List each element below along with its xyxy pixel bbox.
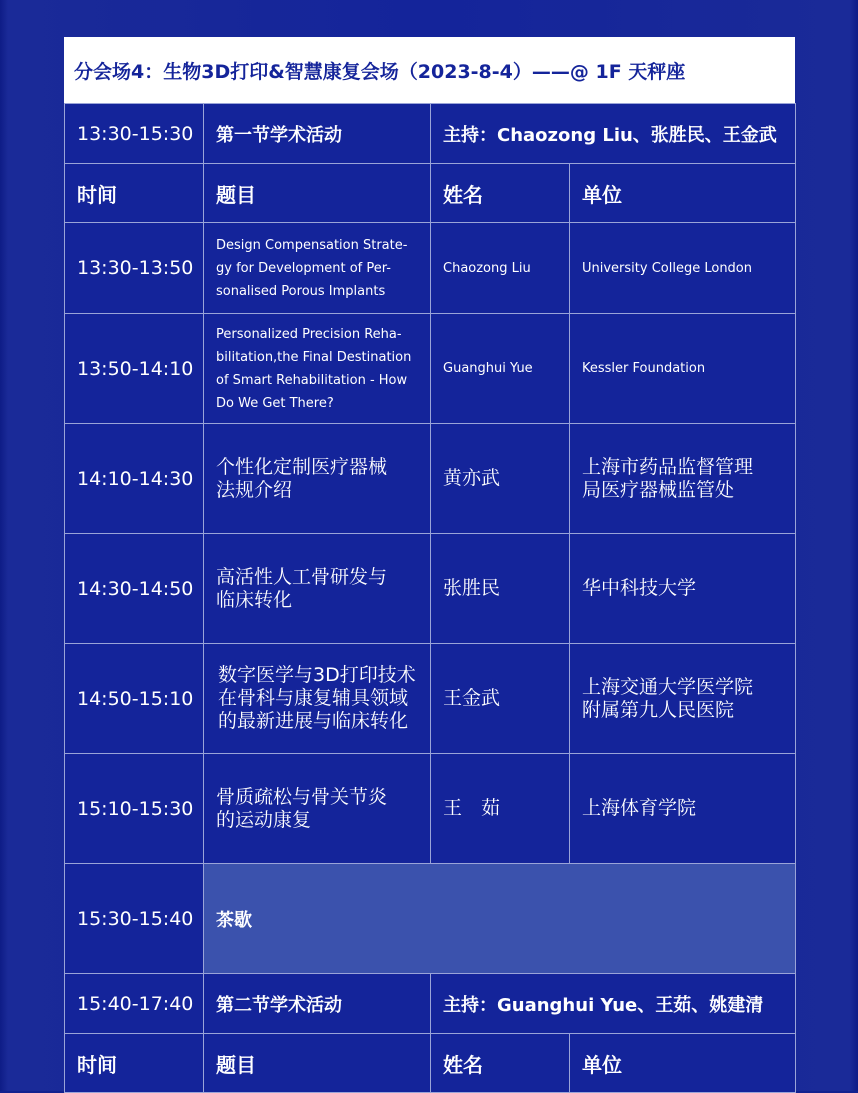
topic-line: 高活性人工骨研发与: [216, 565, 388, 588]
talk-unit: [570, 534, 796, 644]
topic-line: 个性化定制医疗器械: [216, 455, 388, 478]
talk-speaker: 张胜民: [431, 534, 570, 644]
talk-speaker: 王金武: [431, 644, 570, 754]
section-name: 第二节学术活动: [204, 974, 431, 1034]
topic-line: 的运动康复: [216, 808, 312, 831]
header-name: 姓名: [431, 1034, 570, 1093]
header-row: [65, 1034, 796, 1093]
talk-unit: [570, 314, 796, 424]
talk-speaker: Chaozong Liu: [431, 223, 570, 314]
tea-time: 15:30-15:40: [65, 864, 204, 974]
topic-line: 法规介绍: [216, 478, 293, 501]
header-name: 姓名: [431, 164, 570, 223]
header-time: 时间: [65, 164, 204, 223]
session-title-bar: [64, 37, 795, 103]
talk-unit: [570, 424, 796, 534]
topic-line: of Smart Rehabilitation - How: [216, 372, 408, 388]
table-row: [65, 223, 796, 314]
unit-line: 附属第九人民医院: [582, 698, 735, 721]
table-row: [65, 754, 796, 864]
header-unit: 单位: [570, 1034, 796, 1093]
talk-time: 14:10-14:30: [65, 424, 204, 534]
topic-line: bilitation,the Final Destination: [216, 349, 412, 365]
unit-line: 上海市药品监督管理: [582, 455, 754, 478]
topic-line: 骨质疏松与骨关节炎: [216, 785, 388, 808]
talk-time: 14:30-14:50: [65, 534, 204, 644]
topic-line: 临床转化: [216, 588, 293, 611]
header-topic: 题目: [204, 164, 431, 223]
schedule-table: [64, 103, 796, 1093]
header-unit: 单位: [570, 164, 796, 223]
talk-time: 13:50-14:10: [65, 314, 204, 424]
talk-time: 15:10-15:30: [65, 754, 204, 864]
topic-line: 在骨科与康复辅具领域: [218, 687, 409, 709]
talk-time: 13:30-13:50: [65, 223, 204, 314]
header-time: 时间: [65, 1034, 204, 1093]
section-row: [65, 104, 796, 164]
section-name: 第一节学术活动: [204, 104, 431, 164]
section-row: [65, 974, 796, 1034]
talk-unit: [570, 644, 796, 754]
tea-label: 茶歇: [204, 864, 796, 974]
unit-line: 上海体育学院: [582, 797, 697, 819]
table-row: [65, 534, 796, 644]
section-host: 主持：Chaozong Liu、张胜民、王金武: [431, 104, 796, 164]
talk-topic: [204, 754, 431, 864]
tea-break-row: [65, 864, 796, 974]
topic-line: 的最新进展与临床转化: [218, 710, 409, 732]
talk-time: 14:50-15:10: [65, 644, 204, 754]
talk-speaker: 黄亦武: [431, 424, 570, 534]
unit-line: 局医疗器械监管处: [582, 478, 735, 501]
session-title: 分会场4：生物3D打印&智慧康复会场（2023-8-4）——@ 1F 天秤座: [74, 60, 686, 83]
topic-line: Do We Get There?: [216, 395, 334, 411]
topic-line: Design Compensation Strate-: [216, 237, 408, 253]
unit-line: Kessler Foundation: [582, 361, 706, 376]
talk-topic: [204, 534, 431, 644]
table-row: [65, 314, 796, 424]
header-row: [65, 164, 796, 223]
section-time: 15:40-17:40: [65, 974, 204, 1034]
topic-line: sonalised Porous Implants: [216, 283, 386, 299]
unit-line: 华中科技大学: [582, 577, 697, 599]
talk-unit: [570, 223, 796, 314]
table-row: [65, 424, 796, 534]
header-topic: 题目: [204, 1034, 431, 1093]
table-row: [65, 644, 796, 754]
topic-line: gy for Development of Per-: [216, 260, 391, 276]
talk-topic: [204, 644, 431, 754]
talk-speaker: Guanghui Yue: [431, 314, 570, 424]
talk-speaker: 王 茹: [431, 754, 570, 864]
talk-topic: [204, 424, 431, 534]
section-host: 主持：Guanghui Yue、王茹、姚建清: [431, 974, 796, 1034]
talk-unit: [570, 754, 796, 864]
topic-line: Personalized Precision Reha-: [216, 326, 402, 342]
talk-topic: [204, 314, 431, 424]
section-time: 13:30-15:30: [65, 104, 204, 164]
unit-line: University College London: [582, 260, 752, 276]
talk-topic: [204, 223, 431, 314]
unit-line: 上海交通大学医学院: [582, 675, 754, 698]
topic-line: 数字医学与3D打印技术: [218, 664, 416, 686]
